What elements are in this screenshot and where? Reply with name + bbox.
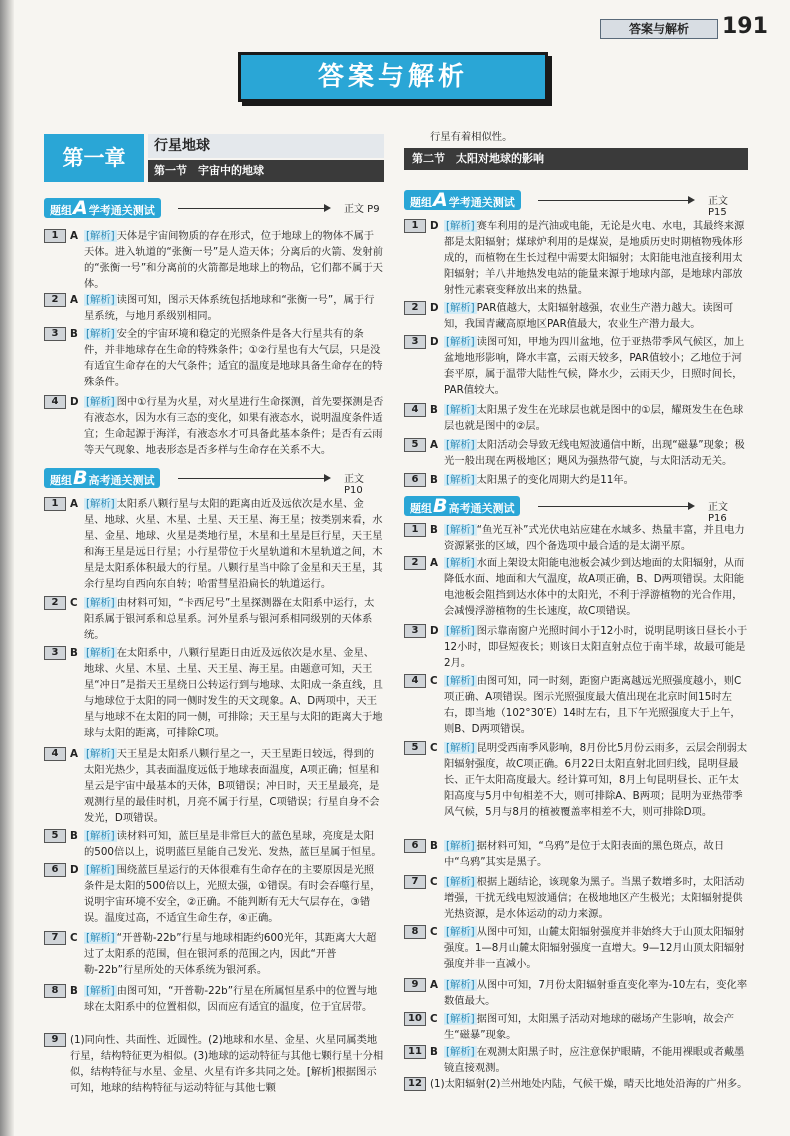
analysis-tag: [解析] (446, 840, 475, 852)
answer-letter: A (430, 979, 438, 991)
answer-letter: A (70, 748, 78, 760)
explanation-text: [解析] 围绕蓝巨星运行的天体很难有生命存在的主要原因是光照条件是太阳的500倍以上，光照太强，①错误。有时会吞噬行星，说明宇宙环境不安全，②正确。不能判断有无大气层存在，③错误。温度过高，不适宜生命生存，④正确。 (84, 864, 381, 925)
question-number: 12 (404, 1077, 426, 1091)
group-page-ref: 正文 P16 (708, 502, 728, 524)
explanation-text: [解析] 由图可知，同一时刻，距窗户距离越远光照强度越小，则C项正确、A项错误。图示光照强度最大值出现在北京时间15时左右，即当地（102°30′E）14时左右，且下午光照强度大于上午，则B、D两项错误。 (444, 675, 742, 736)
explanation-text: [解析] “鱼光互补”式光伏电站应建在水域多、热量丰富，并且电力资源紧张的区域，四个备选项中最合适的是太湖平原。 (444, 524, 745, 553)
analysis-tag: [解析] (446, 1046, 475, 1058)
arrow-icon (538, 506, 692, 507)
answer-letter: D (430, 302, 439, 314)
group-page-ref: 正文 P15 (708, 196, 728, 218)
explanation-text: [解析] 在观测太阳黑子时，应注意保护眼睛，不能用裸眼或者戴墨镜直接观测。 (444, 1046, 745, 1075)
question-number: 2 (404, 301, 426, 315)
chapter-name: 第一章 (44, 134, 144, 182)
question-number: 3 (404, 335, 426, 349)
analysis-tag: [解析] (446, 336, 475, 348)
answer-letter: B (70, 647, 78, 659)
explanation-text: [解析] 根据上题结论，该现象为黑子。当黑子数增多时，太阳活动增强，干扰无线电短波通信；在极地地区产生极光；太阳辐射提供光热资源，是水体运动的动力来源。 (444, 876, 745, 921)
analysis-tag: [解析] (446, 557, 475, 569)
explanation-text: [解析] 赛车利用的是汽油或电能，无论是火电、水电，其最终来源都是太阳辐射；煤球炉利用的是煤炭，是地质历史时期植物残体形成的，而植物在生长过程中需要太阳辐射；太阳能电池直接利用太阳辐射；羊八井地热发电站的能量来源于地球内部，是地球内部放射性元素衰变释放出来的热量。 (444, 220, 745, 297)
question-number: 7 (404, 875, 426, 889)
analysis-tag: [解析] (86, 498, 115, 510)
question-number: 6 (44, 863, 66, 877)
analysis-tag: [解析] (86, 830, 115, 842)
analysis-tag: [解析] (446, 439, 475, 451)
group-header-a2 (404, 189, 744, 218)
answer-letter: B (430, 840, 438, 852)
analysis-tag: [解析] (446, 220, 475, 232)
answer-letter: B (70, 830, 78, 842)
answer-letter: B (430, 524, 438, 536)
page-number: 191 (722, 14, 768, 39)
answer-letter: C (430, 742, 438, 754)
explanation-text: [解析] 太阳黑子的变化周期大约是11年。 (446, 474, 634, 486)
explanation-text: [解析] 由图可知，“开普勒-22b”行星在所属恒星系中的位置与地球在太阳系中的位置相似，因而应有适宜的温度，位于宜居带。 (84, 985, 378, 1014)
question-number: 5 (404, 741, 426, 755)
arrow-icon (178, 478, 328, 479)
answer-letter: A (430, 439, 438, 451)
explanation-text: [解析] 在太阳系中，八颗行星距日由近及远依次是水星、金星、地球、火星、木星、土星、天王星、海王星。由题意可知，天王星“冲日”是指天王星绕日公转运行到与地球、太阳成一条直线，且与地球位于太阳的同一侧时发生的天文现象。A、D两项中，天王星与地球不在太阳的同一侧，可排除；天王星与太阳的距离大于地球与太阳的距离，可排除C项。 (84, 647, 383, 740)
analysis-tag: [解析] (86, 748, 115, 760)
answer-letter: C (430, 926, 438, 938)
explanation-text: [解析] 读图可知，图示天体系统包括地球和“张衡一号”，属于行星系统，与地月系级别相同。 (84, 294, 375, 323)
question-number: 3 (44, 327, 66, 341)
arrow-icon (538, 200, 692, 201)
group-label: 题组A学考通关测试 (404, 190, 521, 210)
answer-letter: B (430, 1046, 438, 1058)
explanation-text: [解析] 从图中可知，山麓太阳辐射强度并非始终大于山顶太阳辐射强度。1—8月山麓太阳辐射强度一直增大。9—12月山顶太阳辐射强度并非一直减小。 (444, 926, 745, 971)
chapter-banner (44, 134, 384, 182)
analysis-tag: [解析] (86, 230, 115, 242)
answer-letter: D (70, 396, 79, 408)
analysis-tag: [解析] (86, 597, 115, 609)
answer-letter: A (430, 557, 438, 569)
question-number: 4 (404, 403, 426, 417)
question-number: 1 (404, 523, 426, 537)
question-number: 1 (44, 497, 66, 511)
explanation-text: [解析] 太阳活动会导致无线电短波通信中断，出现“磁暴”现象；极光一般出现在两极地区；飓风为强热带气旋，与太阳活动无关。 (444, 439, 745, 468)
question-number: 2 (404, 556, 426, 570)
question-number: 4 (44, 395, 66, 409)
question-number: 1 (404, 219, 426, 233)
analysis-tag: [解析] (86, 396, 115, 408)
analysis-tag: [解析] (86, 294, 115, 306)
analysis-tag: [解析] (446, 404, 475, 416)
answer-letter: D (430, 220, 439, 232)
question-number: 8 (44, 984, 66, 998)
explanation-text: [解析] 昆明受西南季风影响，8月份比5月份云雨多，云层会削弱太阳辐射强度，故C项正确。6月22日太阳直射北回归线，昆明昼最长、正午太阳高度最大。经计算可知，8月上旬昆明昼长、正午太阳高度与5月中旬相差不大，则可排除A、B两项；昆明为亚热带季风气候，5月与8月的植被覆盖率相差不大，则可排除D项。 (444, 742, 748, 819)
explanation-text: [解析] PAR值越大，太阳辐射越强，农业生产潜力越大。读图可知，我国青藏高原地区PAR值最大，农业生产潜力最大。 (444, 302, 734, 331)
answer-letter: A (70, 294, 78, 306)
explanation-text: [解析] 太阳黑子发生在光球层也就是图中的①层，耀斑发生在色球层也就是图中的②层。 (444, 404, 744, 433)
header-section-tag: 答案与解析 (600, 19, 718, 39)
explanation-text: [解析] 由材料可知，“卡西尼号”土星探测器在太阳系中运行，太阳系属于银河系和总星系。河外星系与银河系相同级别的天体系统。 (84, 597, 375, 642)
answer-letter: B (70, 985, 78, 997)
answer-letter: B (70, 328, 78, 340)
answer-letter: B (430, 474, 438, 486)
question-number: 9 (404, 978, 426, 992)
analysis-tag: [解析] (86, 864, 115, 876)
analysis-tag: [解析] (86, 985, 115, 997)
continuation-text: 行星有着相似性。 (430, 131, 513, 143)
question-number: 6 (404, 839, 426, 853)
answer-letter: B (430, 404, 438, 416)
question-number: 2 (44, 293, 66, 307)
analysis-tag: [解析] (446, 625, 475, 637)
explanation-text: (1)同向性、共面性、近圆性。(2)地球和水星、金星、火星同属类地行星，结构特征更为相似。(3)地球的运动特征与其他七颗行星十分相似，结构特征与水星、金星、火星有许多共同之处。[解析]根据图示可知，地球的结构特征与运动特征与其他七颗 (70, 1034, 384, 1095)
page-binding-shadow (0, 0, 14, 1136)
question-number: 8 (404, 925, 426, 939)
group-page-ref: 正文 P10 (344, 474, 364, 496)
question-number: 3 (44, 646, 66, 660)
chapter-title: 行星地球 (148, 134, 384, 158)
answer-letter: C (70, 932, 78, 944)
analysis-tag: [解析] (446, 979, 475, 991)
group-label: 题组B高考通关测试 (404, 496, 520, 516)
analysis-tag: [解析] (446, 524, 475, 536)
explanation-text: [解析] 据材料可知，“乌鸦”是位于太阳表面的黑色斑点，故日中“乌鸦”其实是黑子。 (444, 840, 725, 869)
analysis-tag: [解析] (446, 742, 475, 754)
explanation-text: [解析] “开普勒-22b”行星与地球相距约600光年，其距离大大超过了太阳系的范围，但在银河系的范围之内，因此“开普勒-22b”行星所处的天体系统为银河系。 (84, 932, 377, 977)
analysis-tag: [解析] (446, 876, 475, 888)
analysis-tag: [解析] (86, 328, 115, 340)
question-number: 5 (44, 829, 66, 843)
explanation-text: [解析] 从图中可知，7月份太阳辐射垂直变化率为-10左右，变化率数值最大。 (444, 979, 748, 1008)
explanation-text: [解析] 读图可知，甲地为四川盆地，位于亚热带季风气候区，加上盆地地形影响，降水丰富，云雨天较多，PAR值较小；乙地位于河套平原，属于温带大陆性气候，降水少，云雨天少，日照时间长，PAR值较大。 (444, 336, 745, 397)
answer-letter: A (70, 498, 78, 510)
group-header-a1 (44, 198, 384, 218)
page-title: 答案与解析 (238, 52, 548, 102)
answer-letter: C (430, 675, 438, 687)
arrow-icon (178, 208, 328, 209)
question-number: 4 (404, 674, 426, 688)
analysis-tag: [解析] (446, 1013, 475, 1025)
question-number: 10 (404, 1012, 426, 1026)
explanation-text: [解析] 天王星是太阳系八颗行星之一，天王星距日较远，得到的太阳光热少，其表面温度远低于地球表面温度，A项正确；恒星和星云是宇宙中最基本的天体，B项错误；冲日时，天王星最亮，是观测行星的最佳时机，月亮不属于行星，C项错误；行星自身不会发光，D项错误。 (84, 748, 380, 825)
analysis-tag: [解析] (446, 474, 475, 486)
explanation-text: [解析] 图中①行星为火星，对火星进行生命探测，首先要探测是否有液态水，因为水有三态的变化，如果有液态水，说明温度条件适宜；生命起源于海洋，有液态水才可具备此基本条件；是否有云雨等天气现象、地表形态是否多样与生命存在关系不大。 (84, 396, 384, 457)
group-header-b2 (404, 495, 744, 524)
analysis-tag: [解析] (86, 932, 115, 944)
answer-letter: D (430, 625, 439, 637)
explanation-text: [解析] 图示靠南窗户光照时间小于12小时，说明昆明该日昼长小于12小时，即昼短夜长；则该日太阳直射点位于南半球，故最可能是2月。 (444, 625, 748, 670)
analysis-tag: [解析] (86, 647, 115, 659)
group-label: 题组A学考通关测试 (44, 198, 161, 218)
group-header-b1 (44, 467, 384, 496)
group-label: 题组B高考通关测试 (44, 468, 160, 488)
analysis-tag: [解析] (446, 302, 475, 314)
analysis-tag: [解析] (446, 926, 475, 938)
question-number: 2 (44, 596, 66, 610)
question-number: 5 (404, 438, 426, 452)
answer-letter: C (430, 1013, 438, 1025)
explanation-text: [解析] 读材料可知，蓝巨星是非常巨大的蓝色星球，亮度是太阳的500倍以上，说明蓝巨星能自己发光、发热，蓝巨星属于恒星。 (84, 830, 382, 859)
explanation-text: [解析] 据图可知，太阳黑子活动对地球的磁场产生影响，故会产生“磁暴”现象。 (444, 1013, 735, 1042)
answer-letter: D (70, 864, 79, 876)
analysis-tag: [解析] (446, 675, 475, 687)
group-page-ref: 正文 P9 (344, 204, 380, 215)
answer-letter: C (430, 876, 438, 888)
question-number: 11 (404, 1045, 426, 1059)
explanation-text: [解析] 水面上架设太阳能电池板会减少到达地面的太阳辐射，从而降低水面、地面和大气温度，故A项正确，B、D两项错误。太阳能电池板会阻挡到达水体中的太阳光，不利于浮游植物的光合作用，会减慢浮游植物的生长速度，故C项错误。 (444, 557, 745, 618)
answer-letter: C (70, 597, 78, 609)
section-title: 第一节 宇宙中的地球 (148, 160, 384, 182)
answer-letter: A (70, 230, 78, 242)
question-number: 3 (404, 624, 426, 638)
question-number: 6 (404, 473, 426, 487)
explanation-text: [解析] 安全的宇宙环境和稳定的光照条件是各大行星共有的条件，并非地球存在生命的特殊条件；①②行星也有大气层，只是没有适宜生命存在的大气条件；适宜的温度是地球具备生命存在的特殊条件。 (84, 328, 383, 389)
section-title-2: 第二节 太阳对地球的影响 (404, 148, 748, 170)
explanation-text: [解析] 天体是宇宙间物质的存在形式，位于地球上的物体不属于天体。进入轨道的“张衡一号”是人造天体；分离后的火箭、发射前的“张衡一号”和分离前的火箭都是地球上的物品，它们都不属于天体。 (84, 230, 383, 291)
explanation-text: (1)太阳辐射(2)兰州地处内陆，气候干燥，晴天比地处沿海的广州多。 (430, 1078, 748, 1090)
answer-letter: D (430, 336, 439, 348)
question-number: 1 (44, 229, 66, 243)
question-number: 9 (44, 1033, 66, 1047)
explanation-text: [解析] 太阳系八颗行星与太阳的距离由近及远依次是水星、金星、地球、火星、木星、土星、天王星、海王星；按类别来看，水星、金星、地球、火星是类地行星，木星和土星是巨行星，天王星和海王星是远日行星；小行星带位于火星轨道和木星轨道之间，木星是太阳系体积最大的行星。八颗行星当中除了金星和天王星，其余行星均自西向东自转；哈雷彗星沿扁长的轨道运行。 (84, 498, 383, 591)
question-number: 7 (44, 931, 66, 945)
question-number: 4 (44, 747, 66, 761)
